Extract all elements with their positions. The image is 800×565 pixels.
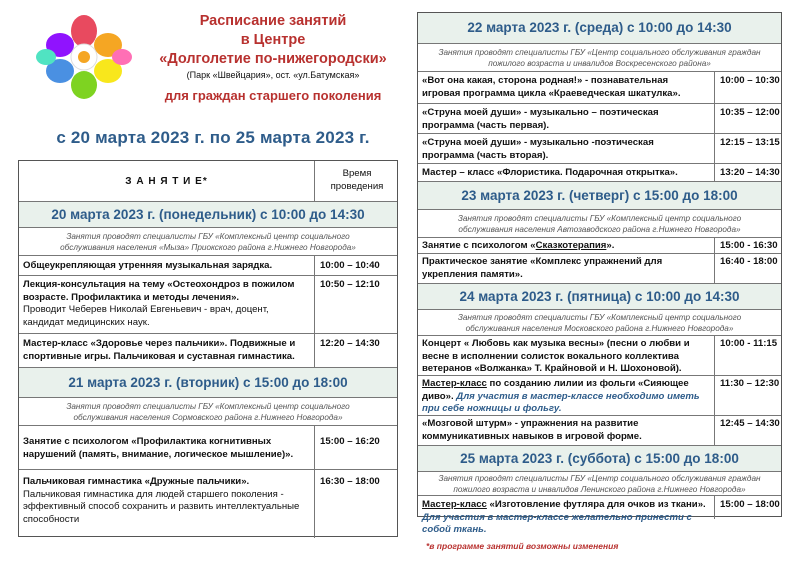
activity-text — [23, 476, 299, 526]
column-divider — [714, 104, 715, 133]
activity-text — [422, 338, 690, 376]
activity-line: игровая программа цикла «Краеведческая шкатулка». — [422, 87, 681, 99]
column-divider — [714, 336, 715, 375]
table-row — [19, 425, 397, 469]
table-row — [418, 133, 781, 163]
activity-text: Мастер – класс «Флористика. Подарочная открытка». — [422, 167, 678, 178]
date-range: с 20 марта 2023 г. по 25 марта 2023 г. — [56, 128, 370, 147]
time-slot: 16:30 – 18:00 — [320, 476, 380, 487]
day-header-thu: 23 марта 2023 г. (четверг) с 15:00 до 18:00 — [418, 181, 781, 209]
activity-text — [422, 418, 642, 443]
activity-note: Для участия в мастер-классе необходимо иметь — [453, 390, 700, 402]
page-title: Расписание занятий — [199, 13, 347, 29]
activity-line: кандидат медицинских наук. — [23, 316, 150, 328]
column-header-activity: З А Н Я Т И Е* — [125, 175, 208, 187]
audience-label: для граждан старшего поколения — [164, 88, 382, 103]
activity-line: Практическое занятие «Комплекс упражнений для — [422, 256, 663, 267]
activity-line: «Вот она какая, сторона родная!» - познавательная — [422, 75, 669, 86]
time-slot: 10:50 – 12:10 — [320, 279, 380, 290]
activity-line: Мастер-класс «Здоровье через пальчики». Подвижные и — [23, 338, 296, 349]
organizer-note-fri — [418, 309, 781, 335]
activity-line: нарушений (память, внимание, логическое мышление)». — [23, 448, 294, 460]
organizer-line: обслуживания населения «Мыза» Приокского района г.Нижнего Новгорода» — [60, 243, 356, 252]
activity-text — [23, 436, 293, 461]
organizer-line: пожилого возраста и инвалидов Ленинского района г.Нижнего Новгорода» — [453, 485, 746, 494]
activity-text — [422, 240, 614, 253]
column-divider — [314, 426, 315, 469]
organizer-note-thu — [418, 209, 781, 237]
organizer-line: обслуживания населения Московского района г.Нижнего Новгорода» — [465, 324, 734, 333]
time-slot: 12:20 – 14:30 — [320, 338, 380, 349]
activity-text — [422, 107, 659, 132]
organizer-note-wed — [418, 43, 781, 71]
activity-note: при себе ножницы и фольгу. — [422, 403, 562, 414]
organizer-line: Занятия проводят специалисты ГБУ «Комплексный центр социального — [457, 313, 742, 322]
activity-line: Проводит Чеберев Николай Евгеньевич - врач, доцент, — [23, 304, 269, 315]
column-divider — [714, 376, 715, 415]
schedule-table-right — [417, 12, 782, 535]
column-divider — [714, 72, 715, 103]
table-row — [418, 415, 781, 445]
organizer-line: Занятия проводят специалисты ГБУ «Комплексный центр социального — [66, 232, 350, 241]
organizer-note-tue — [19, 397, 397, 425]
organizer-line: Занятия проводят специалисты ГБУ «Комплексный центр социального — [457, 214, 742, 223]
activity-line: укрепления памяти». — [422, 268, 523, 280]
table-row — [19, 275, 397, 333]
activity-line: ветеранов «Волжанка» Т. Крайновой и Н. Шохоновой). — [422, 363, 682, 374]
activity-text — [422, 75, 681, 100]
activity-line: «Струна моей души» - музыкально -поэтическая — [422, 137, 654, 148]
time-slot: 10:00 – 10:30 — [720, 75, 780, 86]
column-divider — [714, 416, 715, 445]
activity-line: Пальчиковая гимнастика для людей старшего поколения - — [23, 488, 284, 500]
center-name: «Долголетие по-нижегородски» — [159, 51, 387, 67]
activity-line: программа (часть вторая). — [422, 149, 549, 161]
table-row — [418, 237, 781, 253]
column-header-time — [315, 167, 399, 193]
activity-highlight: Сказкотерапия — [535, 240, 607, 251]
table-row — [19, 333, 397, 367]
column-header-time-line2: проведения — [330, 181, 384, 192]
table-row — [19, 255, 397, 275]
time-slot: 15:00 - 16:30 — [720, 240, 778, 251]
activity-line: по созданию лилии из фольги «Сияющее — [486, 378, 689, 389]
center-address: (Парк «Швейцария», ост. «ул.Батумская» — [186, 70, 360, 80]
activity-text: Общеукрепляющая утренняя музыкальная зарядка. — [23, 260, 273, 271]
table-row — [418, 253, 781, 283]
time-slot: 10:35 – 12:00 — [720, 107, 780, 118]
time-slot: 13:20 – 14:30 — [720, 167, 780, 178]
activity-note: Для участия в мастер-классе желательно принести с — [422, 511, 692, 523]
activity-text — [422, 256, 662, 281]
column-divider — [314, 470, 315, 538]
time-slot: 10:00 – 10:40 — [320, 260, 380, 271]
activity-text — [422, 499, 706, 537]
column-divider — [714, 238, 715, 253]
page-subtitle: в Центре — [240, 32, 306, 48]
time-slot: 10:00 - 11:15 — [720, 338, 778, 349]
column-divider — [314, 334, 315, 367]
organizer-line: пожилого возраста и инвалидов Воскресенского района» — [488, 59, 711, 68]
table-row — [418, 335, 781, 375]
day-header-tue: 21 марта 2023 г. (вторник) с 15:00 до 18:00 — [19, 367, 397, 397]
activity-line: весне в исполнении солисток вокального коллектива — [422, 350, 679, 362]
time-slot: 12:45 – 14:30 — [720, 418, 780, 429]
activity-line: коммуникативных навыков в игровой форме. — [422, 430, 642, 442]
table-row — [418, 375, 781, 415]
organizer-note-mon — [19, 227, 397, 255]
time-slot: 15:00 – 18:00 — [720, 499, 780, 510]
table-row — [418, 163, 781, 181]
column-divider — [714, 164, 715, 181]
organizer-line: Занятия проводят специалисты ГБУ «Центр социального обслуживания граждан — [438, 474, 761, 483]
activity-line: «Струна моей души» - музыкально – поэтическая — [422, 107, 659, 118]
activity-text — [23, 279, 295, 329]
activity-text — [23, 338, 295, 363]
activity-line: Концерт « Любовь как музыка весны» (песни о любви и — [422, 338, 690, 349]
table-row — [418, 71, 781, 103]
activity-line: ». — [606, 240, 615, 251]
organizer-line: Занятия проводят специалисты ГБУ «Центр социального обслуживания граждан — [438, 48, 761, 57]
time-slot: 12:15 – 13:15 — [720, 137, 780, 148]
schedule-table-left — [18, 160, 398, 537]
organizer-note-sat — [418, 471, 781, 495]
day-header-fri: 24 марта 2023 г. (пятница) с 10:00 до 14:30 — [418, 283, 781, 309]
activity-line: диво». — [422, 390, 454, 402]
day-header-wed: 22 марта 2023 г. (среда) с 10:00 до 14:30 — [418, 13, 781, 43]
time-slot: 16:40 - 18:00 — [720, 256, 778, 267]
table-row — [418, 495, 781, 535]
activity-line: способности — [23, 513, 80, 525]
time-slot: 15:00 – 16:20 — [320, 436, 380, 447]
column-divider — [714, 496, 715, 519]
activity-line: «Мозговой штурм» - упражнения на развитие — [422, 418, 639, 429]
activity-line: эффективный способ сохранить и развить интеллектуальные — [23, 501, 300, 512]
column-divider — [314, 256, 315, 275]
column-divider — [714, 134, 715, 163]
flower-logo-icon — [28, 14, 140, 100]
activity-line: Занятие с психологом « — [422, 240, 536, 251]
activity-text — [422, 378, 700, 416]
organizer-line: обслуживания населения Сормовского района г.Нижнего Новгорода» — [73, 413, 343, 422]
table-row — [19, 469, 397, 538]
activity-note: собой ткань. — [422, 524, 487, 535]
activity-line: возрасте. Профилактика и методы лечения». — [23, 291, 240, 303]
activity-line: Лекция-консультация на тему «Остеохондроз в пожилом — [23, 279, 295, 290]
activity-text — [422, 137, 654, 162]
activity-line: Занятие с психологом «Профилактика когнитивных — [23, 436, 272, 447]
organizer-line: обслуживания населения Автозаводского района г.Нижнего Новгорода» — [458, 225, 741, 234]
activity-line: спортивные игры. Пальчиковая и суставная гимнастика. — [23, 350, 295, 362]
footnote: *в программе занятий возможны изменения — [426, 541, 619, 551]
organizer-line: Занятия проводят специалисты ГБУ «Комплексный центр социального — [66, 402, 350, 411]
activity-highlight: Мастер-класс — [422, 499, 487, 510]
table-row — [418, 103, 781, 133]
column-divider — [314, 276, 315, 333]
activity-highlight: Мастер-класс — [422, 378, 487, 389]
activity-line: программа (часть первая). — [422, 119, 550, 131]
time-slot: 11:30 – 12:30 — [720, 378, 780, 389]
column-divider — [714, 254, 715, 283]
header-block — [148, 12, 398, 106]
activity-line: Пальчиковая гимнастика «Дружные пальчики». — [23, 476, 250, 487]
day-header-sat: 25 марта 2023 г. (суббота) с 15:00 до 18:00 — [418, 445, 781, 471]
day-header-mon: 20 марта 2023 г. (понедельник) с 10:00 до 14:30 — [19, 201, 397, 227]
column-header-time-line1: Время — [342, 168, 372, 179]
activity-line: «Изготовление футляра для очков из ткани». — [486, 499, 706, 510]
